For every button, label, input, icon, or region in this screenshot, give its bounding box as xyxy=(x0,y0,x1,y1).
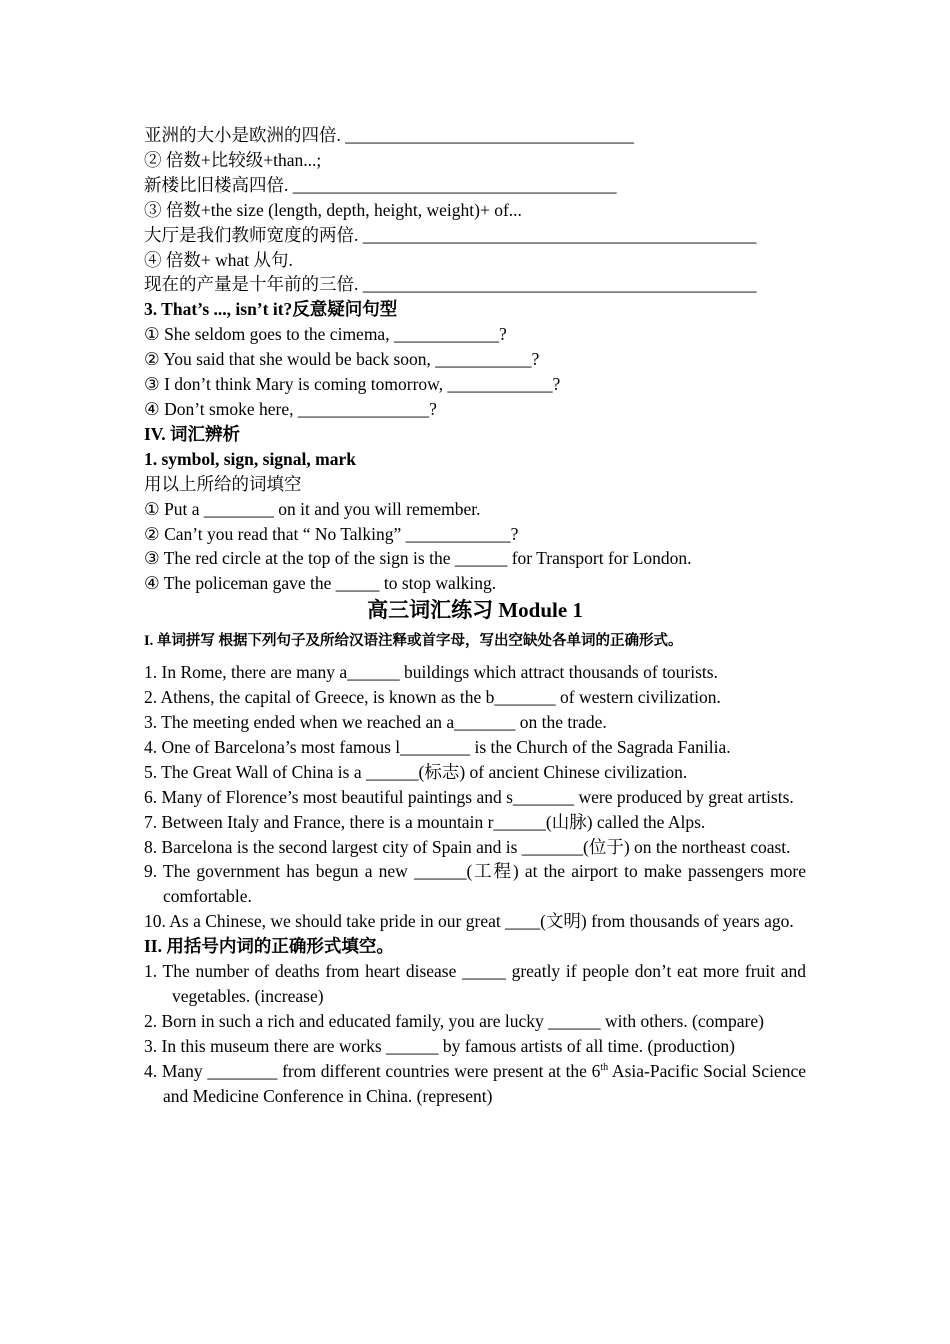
word-form-item: 3. In this museum there are works ______ by famous artists of all time. (production) xyxy=(144,1035,735,1056)
word-form-item: 2. Born in such a rich and educated family, you are lucky ______ with others. (compare) xyxy=(144,1010,764,1031)
word-form-item: 1. The number of deaths from heart disease _____ greatly if people don’t eat more fruit and vegetables. (increase) xyxy=(144,961,806,1006)
word-form-text: Asia-Pacific Social Science and Medicine Conference in China. (represent) xyxy=(163,1060,806,1106)
section-heading-vocab: IV. 词汇辨析 xyxy=(144,423,240,444)
tag-question-item: ④ Don’t smoke here, _______________? xyxy=(144,398,437,419)
section-heading-word-forms: II. 用括号内词的正确形式填空。 xyxy=(144,936,394,957)
word-form-item xyxy=(144,1059,806,1109)
spelling-item: 2. Athens, the capital of Greece, is known as the b_______ of western civilization. xyxy=(144,687,721,708)
spelling-item: 10. As a Chinese, we should take pride in our great ____(文明) from thousands of years ago. xyxy=(144,911,794,932)
spelling-item: 5. The Great Wall of China is a ______(标志) of ancient Chinese civilization. xyxy=(144,761,688,782)
worksheet-page xyxy=(144,123,806,1109)
fill-item: ④ The policeman gave the _____ to stop walking. xyxy=(144,573,497,594)
spelling-item: 8. Barcelona is the second largest city of Spain and is _______(位于) on the northeast coast. xyxy=(144,836,791,857)
section-heading-tag-questions: 3. That’s ..., isn’t it?反意疑问句型 xyxy=(144,299,398,320)
fill-item: ① Put a ________ on it and you will remember. xyxy=(144,498,481,519)
subheading-word-group: 1. symbol, sign, signal, mark xyxy=(144,448,356,469)
spelling-item: 4. One of Barcelona’s most famous l________ is the Church of the Sagrada Fanilia. xyxy=(144,736,731,757)
word-form-text: 4. Many ________ from different countries were present at the 6 xyxy=(144,1060,601,1081)
instruction-line: 用以上所给的词填空 xyxy=(144,473,302,494)
module-title: 高三词汇练习 Module 1 xyxy=(367,598,583,623)
tag-question-item: ① She seldom goes to the cimema, ____________? xyxy=(144,324,507,345)
rule-line: ④ 倍数+ what 从句. xyxy=(144,249,293,270)
fill-item: ② Can’t you read that “ No Talking” ____________? xyxy=(144,523,519,544)
spelling-item: 3. The meeting ended when we reached an a_______ on the trade. xyxy=(144,712,607,733)
ordinal-suffix: th xyxy=(600,1061,609,1073)
exercise-line: 亚洲的大小是欧洲的四倍. _________________________________ xyxy=(144,125,634,145)
exercise-line: 大厅是我们教师宽度的两倍. _____________________________________________ xyxy=(144,224,757,245)
tag-question-item: ③ I don’t think Mary is coming tomorrow, ____________? xyxy=(144,374,561,395)
spelling-item: 6. Many of Florence’s most beautiful paintings and s_______ were produced by great artists. xyxy=(144,786,794,807)
tag-question-item: ② You said that she would be back soon, ___________? xyxy=(144,349,540,370)
spelling-instruction: I. 单词拼写 根据下列句子及所给汉语注释或首字母，写出空缺处各单词的正确形式。 xyxy=(144,633,683,650)
rule-line: ③ 倍数+the size (length, depth, height, weight)+ of... xyxy=(144,199,522,220)
spelling-item: 1. In Rome, there are many a______ buildings which attract thousands of tourists. xyxy=(144,662,718,683)
fill-item: ③ The red circle at the top of the sign is the ______ for Transport for London. xyxy=(144,548,692,569)
rule-line: ② 倍数+比较级+than...; xyxy=(144,149,322,170)
exercise-line: 新楼比旧楼高四倍. _____________________________________ xyxy=(144,174,617,195)
spelling-item: 7. Between Italy and France, there is a mountain r______(山脉) called the Alps. xyxy=(144,811,706,832)
spelling-item: 9. The government has begun a new ______(工程) at the airport to make passengers more comfortable. xyxy=(144,861,806,907)
exercise-line: 现在的产量是十年前的三倍. _____________________________________________ xyxy=(144,274,757,295)
